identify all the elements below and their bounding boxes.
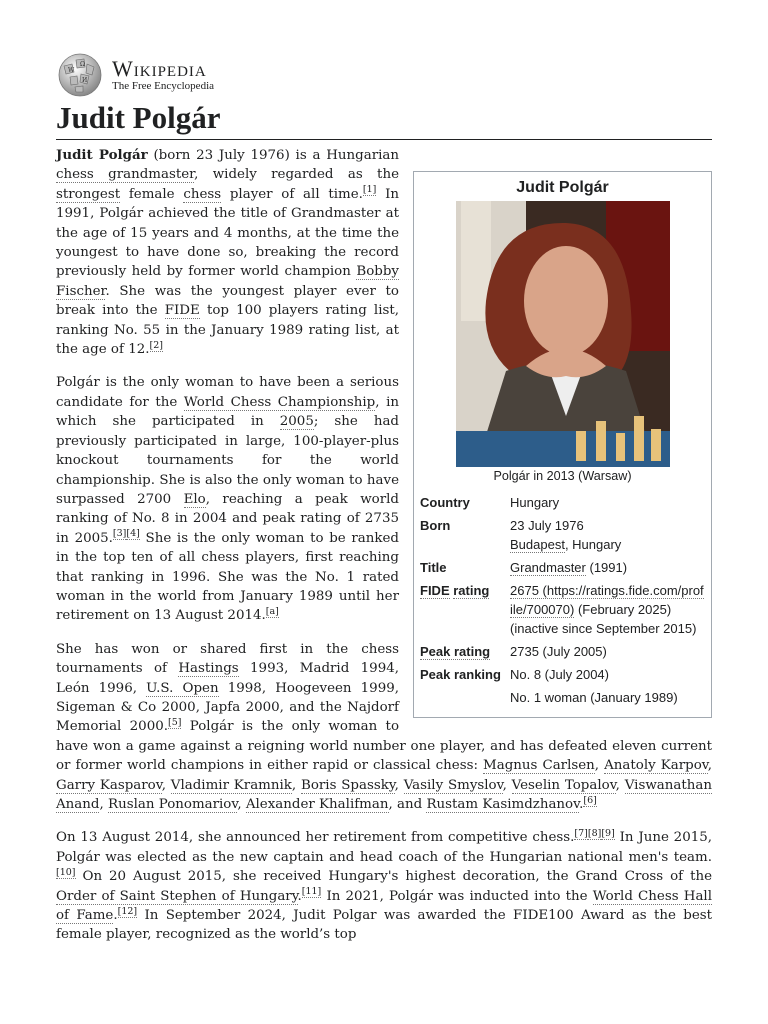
peak-ranking-value	[510, 665, 705, 707]
link-vasily-smyslov[interactable]: Vasily Smyslov	[403, 777, 503, 793]
link-hastings[interactable]: Hastings	[178, 661, 239, 677]
text: . She was the youngest player ever to break into the	[56, 283, 399, 319]
ref-text: [9]	[601, 827, 615, 839]
text: female	[120, 186, 184, 202]
article-body	[56, 146, 712, 945]
link-chess[interactable]: chess	[183, 186, 222, 202]
link-world-chess-championship[interactable]: World Chess Championship	[183, 394, 376, 410]
ref-8[interactable]	[588, 828, 601, 840]
ref-2[interactable]	[150, 340, 163, 352]
text: Polgár is the only woman to have won a game against a reigning world number one player, and has defeated eleven current or former world champions in either rapid or classical chess:	[56, 719, 712, 774]
country-value: Hungary	[510, 495, 560, 510]
link-2005[interactable]: 2005	[279, 414, 314, 430]
svg-text:W: W	[68, 67, 75, 74]
ref-text: [10]	[56, 866, 76, 878]
ref-12[interactable]	[118, 906, 138, 918]
link-veselin-topalov[interactable]: Veselin Topalov	[511, 777, 616, 793]
text: .	[297, 888, 302, 904]
ref-text: [a]	[265, 605, 279, 617]
svg-text:Ω: Ω	[80, 61, 85, 68]
svg-text:И: И	[82, 77, 88, 84]
text: On 20 August 2015, she received Hungary's highest decoration, the Grand Cross of the	[75, 869, 712, 885]
title-rest: (1991)	[585, 560, 628, 575]
sep: .	[579, 797, 584, 812]
link-us-open[interactable]: U.S. Open	[146, 680, 219, 696]
ref-text: [4]	[126, 528, 140, 540]
link-elo[interactable]: Elo	[183, 491, 206, 507]
text: (born 23 July 1976) is a Hungarian	[147, 148, 399, 163]
peak-ranking-2: No. 1 woman (January 1989)	[510, 690, 678, 705]
ref-text: [6]	[583, 794, 597, 806]
sep: , and	[388, 797, 427, 812]
link-strongest[interactable]: strongest	[56, 186, 121, 202]
wordmark-title: Wikipedia	[112, 55, 207, 81]
infobox-caption: Polgár in 2013 (Warsaw)	[493, 469, 632, 483]
wordmark	[112, 55, 215, 93]
ref-6[interactable]	[583, 795, 596, 807]
paragraph-4	[56, 828, 712, 944]
text: .	[113, 908, 118, 924]
text: In September 2024, Judit Polgar was awarded the FIDE100 Award as the best female player, recognized as the world’s top	[56, 908, 713, 943]
ref-1[interactable]	[363, 184, 376, 196]
born-date: 23 July 1976	[510, 518, 584, 533]
link-viswanathan-anand[interactable]: Viswanathan Anand	[56, 777, 713, 812]
infobox	[413, 171, 712, 718]
ref-text: [7]	[574, 827, 588, 839]
link-fide[interactable]: FIDE	[164, 303, 200, 319]
ref-text: [2]	[149, 339, 163, 351]
peak-rating-label[interactable]: Peak rating	[420, 644, 491, 659]
link-rustam-kasimdzhanov[interactable]: Rustam Kasimdzhanov	[426, 797, 580, 812]
sep: ,	[615, 777, 625, 793]
sep: ,	[99, 797, 108, 812]
infobox-photo[interactable]	[456, 201, 670, 467]
infobox-row-fide	[414, 581, 711, 638]
infobox-row-born	[414, 516, 711, 554]
subject-name: Judit Polgár	[56, 147, 148, 163]
sep: ,	[594, 758, 605, 774]
infobox-row-country	[414, 493, 711, 512]
ref-text: [3]	[112, 528, 127, 540]
text: 1998, Hoogeveen 1999, Sigeman & Co 2000, Japfa 2000, and the Najdorf Memorial 2000.	[56, 680, 400, 735]
text: top 100 players rating list, ranking No. 55 in the January 1989 rating list, at the age of 12.	[56, 303, 399, 358]
grandmaster-link[interactable]: Grandmaster	[510, 560, 586, 575]
ref-10[interactable]	[56, 867, 76, 879]
fide-value	[510, 581, 705, 638]
peak-ranking-1: No. 8 (July 2004)	[510, 667, 609, 682]
text: In 2021, Polgár was inducted into the	[321, 888, 593, 904]
link-bobby-fischer[interactable]: Bobby Fischer	[56, 264, 399, 299]
link-chess-grandmaster[interactable]: chess grandmaster	[56, 167, 195, 183]
peak-ranking-label: Peak ranking	[420, 667, 501, 682]
article-page	[56, 52, 712, 945]
sep: ,	[291, 777, 301, 793]
text: Polgár is the only woman to have been a serious candidate for the	[56, 375, 399, 410]
ref-text: [5]	[168, 716, 182, 728]
infobox-title: Judit Polgár	[516, 179, 609, 196]
link-alexander-khalifman[interactable]: Alexander Khalifman	[245, 797, 389, 812]
ref-9[interactable]	[601, 828, 614, 840]
rating-label-link[interactable]: rating	[453, 583, 490, 598]
country-label: Country	[420, 495, 470, 510]
peak-rating-value: 2735 (July 2005)	[510, 644, 607, 659]
link-garry-kasparov[interactable]: Garry Kasparov	[56, 777, 162, 793]
link-ruslan-ponomariov[interactable]: Ruslan Ponomariov	[108, 797, 238, 812]
ref-3[interactable]	[113, 528, 126, 540]
fide-value-rest: (February 2025) (inactive since September 2015)	[510, 602, 697, 636]
ref-7[interactable]	[574, 828, 587, 840]
sep: ,	[502, 777, 512, 793]
sep: ,	[161, 777, 171, 793]
infobox-row-title	[414, 558, 711, 577]
fide-label-link[interactable]: FIDE	[420, 583, 450, 598]
wikipedia-logo[interactable]	[56, 52, 712, 98]
title-value	[510, 558, 705, 577]
ref-text: [11]	[301, 886, 322, 898]
text: , reaching a peak world ranking of No. 8 in 2004 and peak rating of 2735 in 2005.	[56, 491, 399, 546]
infobox-row-peak-rating	[414, 642, 711, 661]
born-label: Born	[420, 518, 451, 533]
text: 1993, Madrid 1994, León 1996,	[56, 661, 399, 696]
infobox-row-peak-ranking	[414, 665, 711, 707]
ref-11[interactable]	[302, 886, 322, 898]
born-place-rest: , Hungary	[564, 537, 622, 552]
title-label: Title	[420, 560, 447, 575]
page-title: Judit Polgár	[56, 100, 712, 140]
fide-label	[420, 581, 510, 638]
text: player of all time.	[221, 186, 363, 202]
text: She has won or shared first in the chess tournaments of	[56, 641, 399, 677]
text: In June 2015, Polgár was elected as the new captain and head coach of the Hungarian national men's team.	[56, 830, 713, 865]
ref-5[interactable]	[168, 717, 181, 729]
ref-4[interactable]	[126, 528, 139, 540]
link-order-of-saint-stephen[interactable]: Order of Saint Stephen of Hungary	[56, 888, 298, 904]
text: She is the only woman to be ranked in the top ten of all chess players, first reaching that ranking in 1996. She was the No. 1 rated woman in the world from January 1989 until her retirement on 13 August 2014.	[56, 530, 399, 624]
link-vladimir-kramnik[interactable]: Vladimir Kramnik	[170, 777, 292, 793]
link-anatoly-karpov[interactable]: Anatoly Karpov	[604, 758, 708, 774]
sep: ,	[394, 777, 404, 793]
born-place-link[interactable]: Budapest	[510, 537, 565, 552]
sep: ,	[237, 797, 246, 812]
text: ; she had previously participated in large, 100-player-plus knockout tournaments for the world championship. She is also the only woman to have surpassed 2700	[56, 414, 400, 507]
wikipedia-globe-icon	[56, 52, 104, 98]
text: , widely regarded as the	[194, 167, 399, 183]
text: On 13 August 2014, she announced her retirement from competitive chess.	[56, 830, 575, 846]
ref-text: [1]	[362, 184, 377, 196]
text: , in which she participated in	[56, 394, 399, 430]
ref-a[interactable]	[266, 606, 279, 618]
fide-rating-link[interactable]: 2675 (https://ratings.fide.com/profile/700070)	[510, 583, 704, 617]
ref-text: [12]	[117, 905, 138, 917]
ref-text: [8]	[587, 827, 602, 839]
link-magnus-carlsen[interactable]: Magnus Carlsen	[483, 758, 595, 774]
born-value	[510, 516, 705, 554]
sep: ,	[707, 758, 712, 774]
link-boris-spassky[interactable]: Boris Spassky	[300, 777, 395, 793]
link-world-chess-hall-of-fame[interactable]: World Chess Hall of Fame	[56, 888, 712, 924]
wordmark-tagline: The Free Encyclopedia	[112, 79, 215, 92]
text: In 1991, Polgár achieved the title of Grandmaster at the age of 15 years and 4 months, at the time the youngest to have done so, breaking the record previously held by former world champion	[56, 186, 399, 280]
